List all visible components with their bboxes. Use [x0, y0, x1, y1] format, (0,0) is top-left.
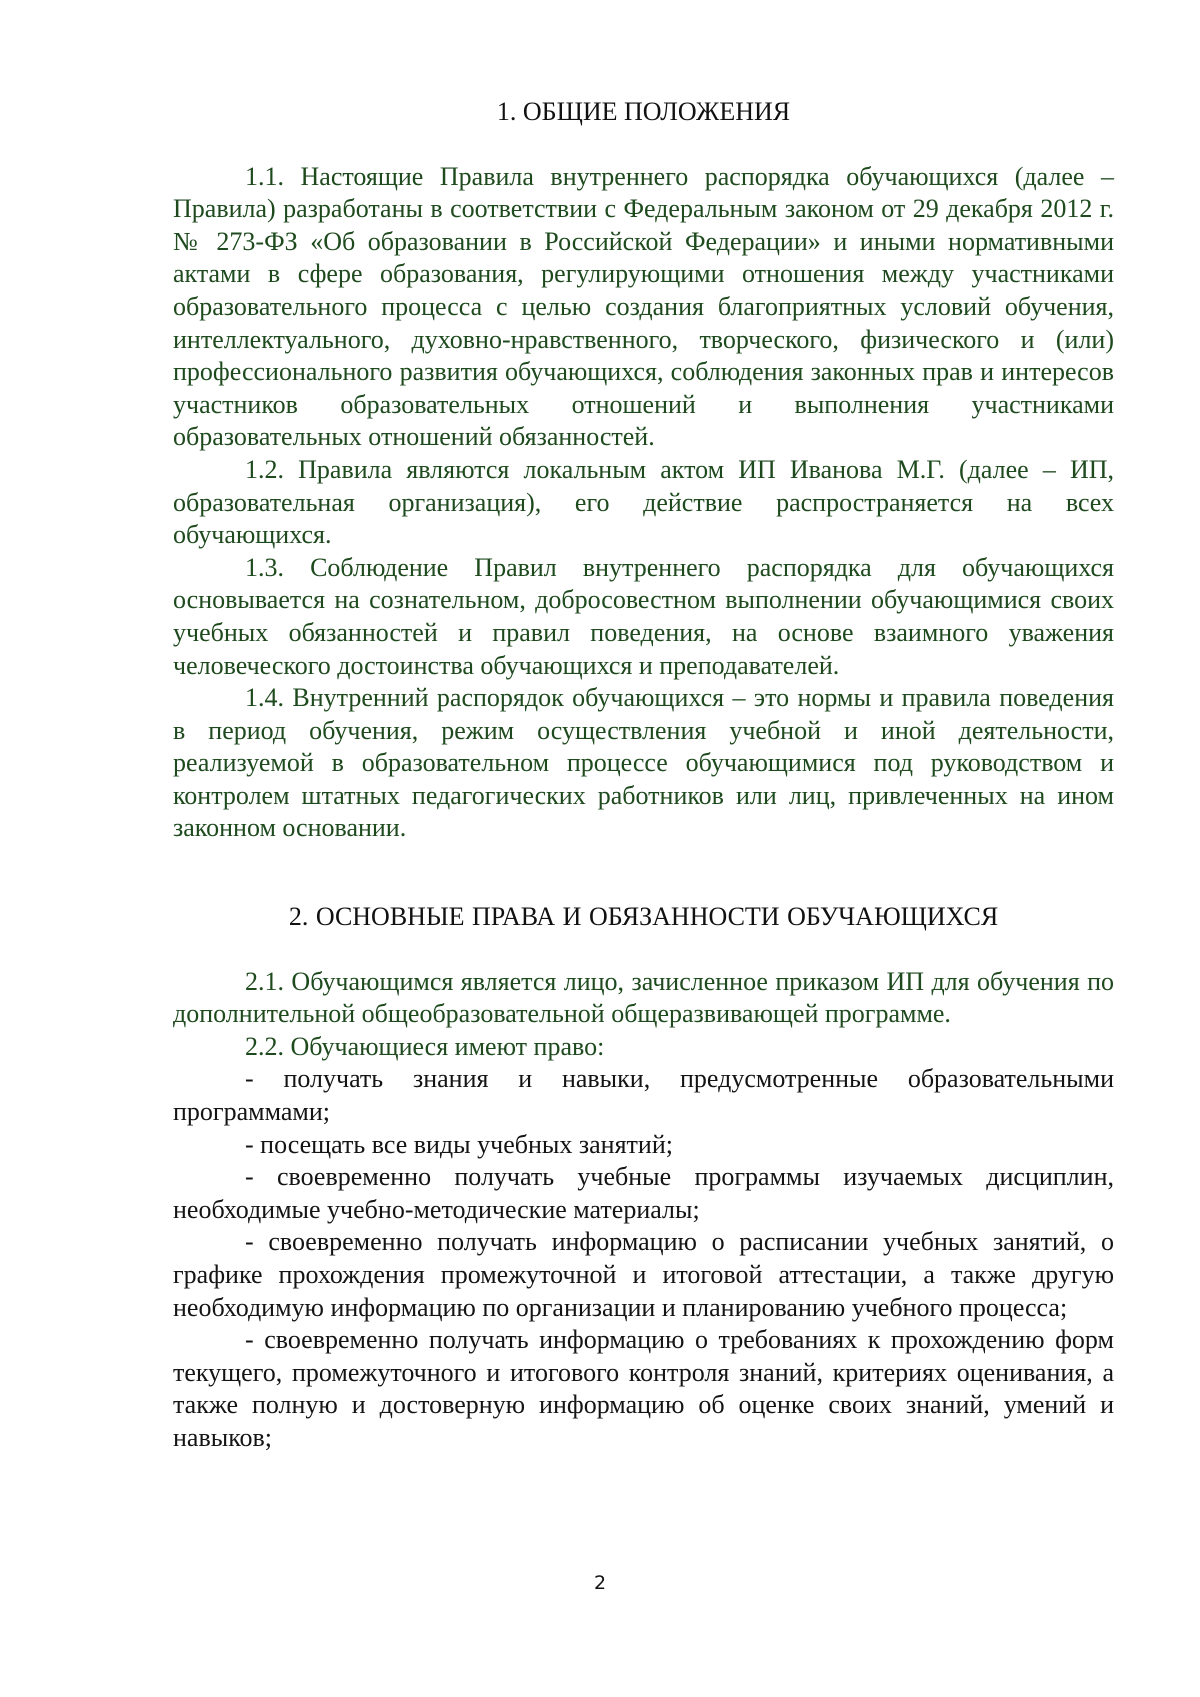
list-item: - посещать все виды учебных занятий; [245, 1129, 673, 1159]
page-number: 2 [593, 1572, 607, 1594]
section-1-heading: 1. ОБЩИЕ ПОЛОЖЕНИЯ [496, 97, 791, 126]
list-item: - своевременно получать информацию о требованиях к прохождению форм текущего, промежуточного и итогового контроля знаний, критериях оценивания, а также полную и достоверную информацию об оценке своих знаний, умений и навыков; [173, 1325, 1114, 1452]
paragraph-1-4: 1.4. Внутренний распорядок обучающихся – это нормы и правила поведения в период обучения, режим осуществления учебной и иной деятельности, реализуемой в образовательном процессе обучающимися под руководством и контролем штатных педагогических работников или лиц, привлеченных на ином законном основании. [173, 683, 1114, 843]
list-item: - своевременно получать информацию о расписании учебных занятий, о графике прохождения промежуточной и итоговой аттестации, а также другую необходимую информацию по организации и планированию учебного процесса; [173, 1227, 1114, 1322]
list-item: - своевременно получать учебные программы изучаемых дисциплин, необходимые учебно-методические материалы; [173, 1162, 1114, 1224]
paragraph-1-2: 1.2. Правила являются локальным актом ИП Иванова М.Г. (далее – ИП, образовательная организация), его действие распространяется на всех обучающихся. [173, 454, 1114, 550]
paragraph-2-2: 2.2. Обучающиеся имеют право: [245, 1031, 605, 1061]
paragraph-1-3: 1.3. Соблюдение Правил внутреннего распорядка для обучающихся основывается на сознательном, добросовестном выполнении обучающимися своих учебных обязанностей и правил поведения, на основе взаимного уважения человеческого достоинства обучающихся и преподавателей. [173, 552, 1114, 680]
list-item: - получать знания и навыки, предусмотренные образовательными программами; [173, 1064, 1114, 1127]
paragraph-1-1: 1.1. Настоящие Правила внутреннего распорядка обучающихся (далее – Правила) разработаны в соответствии с Федеральным законом от 29 декабря 2012 г. № 273-ФЗ «Об образовании в Российской Федерации» и иными нормативными актами в сфере образования, регулирующими отношения между участниками образовательного процесса с целью создания благоприятных условий обучения, интеллектуального, духовно-нравственного, творческого, физического и (или) профессионального развития обучающихся, соблюдения законных прав и интересов участников образовательных отношений и выполнения участниками образовательных отношений обязанностей. [173, 161, 1114, 452]
section-2-heading: 2. ОСНОВНЫЕ ПРАВА И ОБЯЗАННОСТИ ОБУЧАЮЩИХСЯ [288, 902, 999, 932]
document-page [173, 96, 1114, 1455]
paragraph-2-1: 2.1. Обучающимся является лицо, зачисленное приказом ИП для обучения по дополнительной общеобразовательной общеразвивающей программе. [173, 966, 1114, 1029]
rights-list [173, 1063, 1114, 1454]
